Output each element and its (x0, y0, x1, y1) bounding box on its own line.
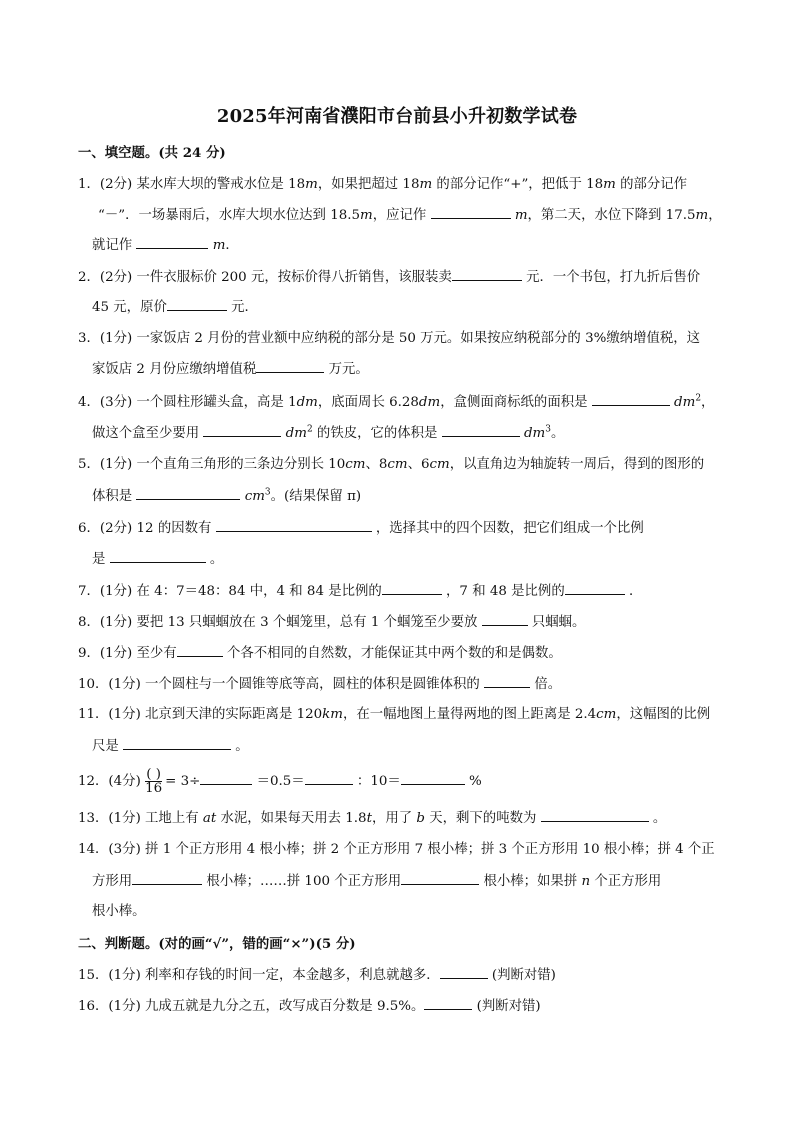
question-1-line-1: 1．(2分) 某水库大坝的警戒水位是 18m，如果把超过 18m 的部分记作“+”，把低于 18m 的部分记作 (78, 177, 688, 192)
answer-blank[interactable] (305, 772, 353, 785)
question-6-line-1: 6．(2分) 12 的因数有 ，选择其中的四个因数，把它们组成一个比例 (78, 521, 644, 536)
question-4-line-2: 做这个盒至少要用 $dm^2$ 的铁皮，它的体积是 $dm^3$。 (92, 424, 565, 441)
answer-blank[interactable] (110, 550, 206, 563)
question-13: 13．(1分) 工地上有 at 水泥，如果每天用去 1.8t，用了 b 天，剩下的吨数为 。 (78, 811, 667, 826)
answer-blank[interactable] (200, 772, 252, 785)
answer-blank[interactable] (484, 675, 530, 688)
question-1-line-3: 就记作 m． (92, 238, 239, 253)
question-15: 15．(1分) 利率和存钱的时间一定，本金越多，利息就越多． (判断对错) (78, 968, 556, 983)
page-title: 2025年河南省濮阳市台前县小升初数学试卷 (216, 106, 578, 127)
question-6-line-2: 是 。 (92, 552, 224, 567)
question-16: 16．(1分) 九成五就是九分之五，改写成百分数是 9.5%。 (判断对错) (78, 999, 541, 1014)
answer-blank[interactable] (401, 772, 465, 785)
answer-blank[interactable] (177, 644, 223, 657)
answer-blank[interactable] (401, 872, 479, 885)
answer-blank[interactable] (452, 268, 522, 281)
answer-blank[interactable] (216, 519, 372, 532)
answer-blank[interactable] (442, 424, 520, 437)
question-9: 9．(1分) 至少有 个各不相同的自然数，才能保证其中两个数的和是偶数。 (78, 646, 562, 661)
question-10: 10．(1分) 一个圆柱与一个圆锥等底等高，圆柱的体积是圆锥体积的 倍。 (78, 677, 562, 692)
question-5-line-1: 5．(1分) 一个直角三角形的三条边分别长 10cm、8cm、6cm，以直角边为轴旋转一周后，得到的图形的 (78, 457, 705, 472)
question-11-line-1: 11．(1分) 北京到天津的实际距离是 120km，在一幅地图上量得两地的图上距离是 2.4cm，这幅图的比例 (78, 707, 711, 722)
answer-blank[interactable] (256, 360, 324, 373)
fraction: $\frac{( )}{16}$ (145, 767, 163, 796)
answer-blank[interactable] (431, 206, 511, 219)
question-11-line-2: 尺是 。 (92, 739, 249, 754)
question-3-line-1: 3．(1分) 一家饭店 2 月份的营业额中应纳税的部分是 50 万元。如果按应纳税部分的 3%缴纳增值税，这 (78, 331, 701, 346)
question-3-line-2: 家饭店 2 月份应缴纳增值税 万元。 (92, 362, 369, 377)
question-12: 12．(4分) $\frac{( )}{16}$ = 3÷ ＝0.5＝ ：10＝ % (78, 767, 482, 796)
answer-blank[interactable] (440, 966, 488, 979)
answer-blank[interactable] (167, 298, 227, 311)
answer-blank[interactable] (136, 236, 208, 249)
answer-blank[interactable] (424, 997, 472, 1010)
answer-blank[interactable] (203, 424, 281, 437)
answer-blank[interactable] (382, 582, 442, 595)
answer-blank[interactable] (592, 393, 670, 406)
answer-blank[interactable] (136, 487, 240, 500)
section-heading-true-false: 二、判断题。(对的画“√”，错的画“×”)(5 分) (78, 936, 356, 952)
question-1-line-2: “－”．一场暴雨后，水库大坝水位达到 18.5m，应记作 m，第二天，水位下降到 17.5m， (98, 208, 722, 223)
section-heading-fill-in: 一、填空题。(共 24 分) (78, 145, 226, 161)
answer-blank[interactable] (123, 737, 231, 750)
question-4-line-1: 4．(3分) 一个圆柱形罐头盒，高是 1dm，底面周长 6.28dm，盒侧面商标纸的面积是 $dm^2$， (78, 393, 715, 410)
question-2-line-2: 45 元，原价 元． (92, 300, 258, 315)
answer-blank[interactable] (482, 613, 528, 626)
question-14-line-2: 方形用 根小棒；……拼 100 个正方形用 根小棒；如果拼 n 个正方形用 (92, 874, 662, 889)
question-7: 7．(1分) 在 4：7＝48：84 中，4 和 84 是比例的 ，7 和 48 是比例的 ． (78, 584, 643, 599)
question-8: 8．(1分) 要把 13 只蝈蝈放在 3 个蝈笼里，总有 1 个蝈笼至少要放 只蝈蝈。 (78, 615, 586, 630)
answer-blank[interactable] (541, 809, 649, 822)
answer-blank[interactable] (565, 582, 625, 595)
question-14-line-1: 14．(3分) 拼 1 个正方形用 4 根小棒；拼 2 个正方形用 7 根小棒；拼 3 个正方形用 10 根小棒；拼 4 个正 (78, 842, 715, 857)
question-2-line-1: 2．(2分) 一件衣服标价 200 元，按标价得八折销售，该服装卖 元．一个书包，打九折后售价 (78, 270, 701, 285)
question-5-line-2: 体积是 $cm^3$。(结果保留 π) (92, 487, 362, 504)
answer-blank[interactable] (132, 872, 202, 885)
question-14-line-3: 根小棒。 (92, 904, 146, 919)
